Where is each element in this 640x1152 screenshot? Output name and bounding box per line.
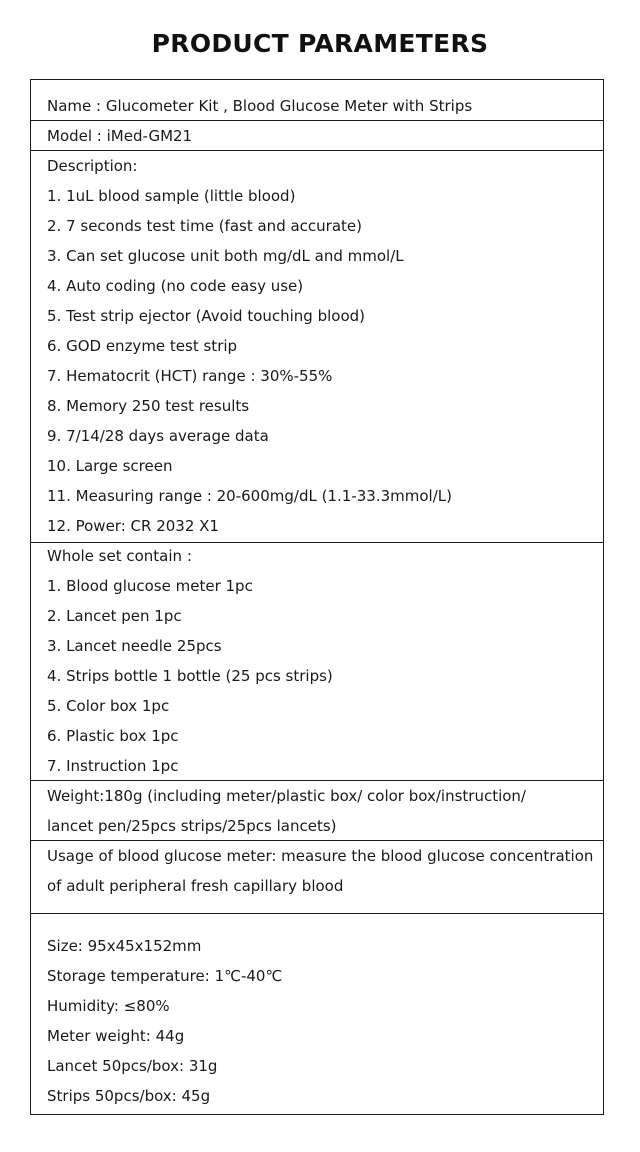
weight-text: Weight:180g (including meter/plastic box/ color box/instruction/ <box>47 787 526 805</box>
model-section <box>31 121 603 151</box>
page-title: PRODUCT PARAMETERS <box>151 29 489 58</box>
description-item: 8. Memory 250 test results <box>47 397 250 415</box>
spec-meter-weight: Meter weight: 44g <box>47 1027 185 1045</box>
usage-section <box>31 841 603 914</box>
description-item: 5. Test strip ejector (Avoid touching blood) <box>47 307 366 325</box>
product-name: Name : Glucometer Kit , Blood Glucose Meter with Strips <box>47 97 473 115</box>
description-item: 4. Auto coding (no code easy use) <box>47 277 304 295</box>
set-contents-item: 4. Strips bottle 1 bottle (25 pcs strips) <box>47 667 333 685</box>
description-item: 6. GOD enzyme test strip <box>47 337 238 355</box>
spec-size: Size: 95x45x152mm <box>47 937 202 955</box>
usage-text: of adult peripheral fresh capillary blood <box>47 877 344 895</box>
set-contents-item: 7. Instruction 1pc <box>47 757 179 775</box>
model-number: Model : iMed-GM21 <box>47 127 193 145</box>
description-item: 3. Can set glucose unit both mg/dL and mmol/L <box>47 247 404 265</box>
name-section <box>31 80 603 121</box>
set-contents-item: 6. Plastic box 1pc <box>47 727 179 745</box>
spec-lancet-weight: Lancet 50pcs/box: 31g <box>47 1057 218 1075</box>
set-contents-item: 1. Blood glucose meter 1pc <box>47 577 253 595</box>
description-item: 10. Large screen <box>47 457 173 475</box>
spec-storage-temperature: Storage temperature: 1℃-40℃ <box>47 967 283 985</box>
weight-section <box>31 781 603 841</box>
spec-strips-weight: Strips 50pcs/box: 45g <box>47 1087 211 1105</box>
specs-section <box>31 914 603 1114</box>
set-contents-section <box>31 543 603 781</box>
usage-text: Usage of blood glucose meter: measure the blood glucose concentration <box>47 847 594 865</box>
weight-text: lancet pen/25pcs strips/25pcs lancets) <box>47 817 337 835</box>
description-item: 2. 7 seconds test time (fast and accurate) <box>47 217 362 235</box>
set-contents-item: 3. Lancet needle 25pcs <box>47 637 222 655</box>
description-item: 12. Power: CR 2032 X1 <box>47 517 219 535</box>
set-contents-item: 2. Lancet pen 1pc <box>47 607 182 625</box>
spec-humidity: Humidity: ≤80% <box>47 997 170 1015</box>
set-contents-heading: Whole set contain : <box>47 547 192 565</box>
parameters-table <box>30 79 604 1115</box>
description-heading: Description: <box>47 157 138 175</box>
description-item: 11. Measuring range : 20-600mg/dL (1.1-33.3mmol/L) <box>47 487 452 505</box>
set-contents-item: 5. Color box 1pc <box>47 697 170 715</box>
description-item: 9. 7/14/28 days average data <box>47 427 269 445</box>
description-item: 1. 1uL blood sample (little blood) <box>47 187 296 205</box>
description-item: 7. Hematocrit (HCT) range : 30%-55% <box>47 367 333 385</box>
description-section <box>31 151 603 543</box>
